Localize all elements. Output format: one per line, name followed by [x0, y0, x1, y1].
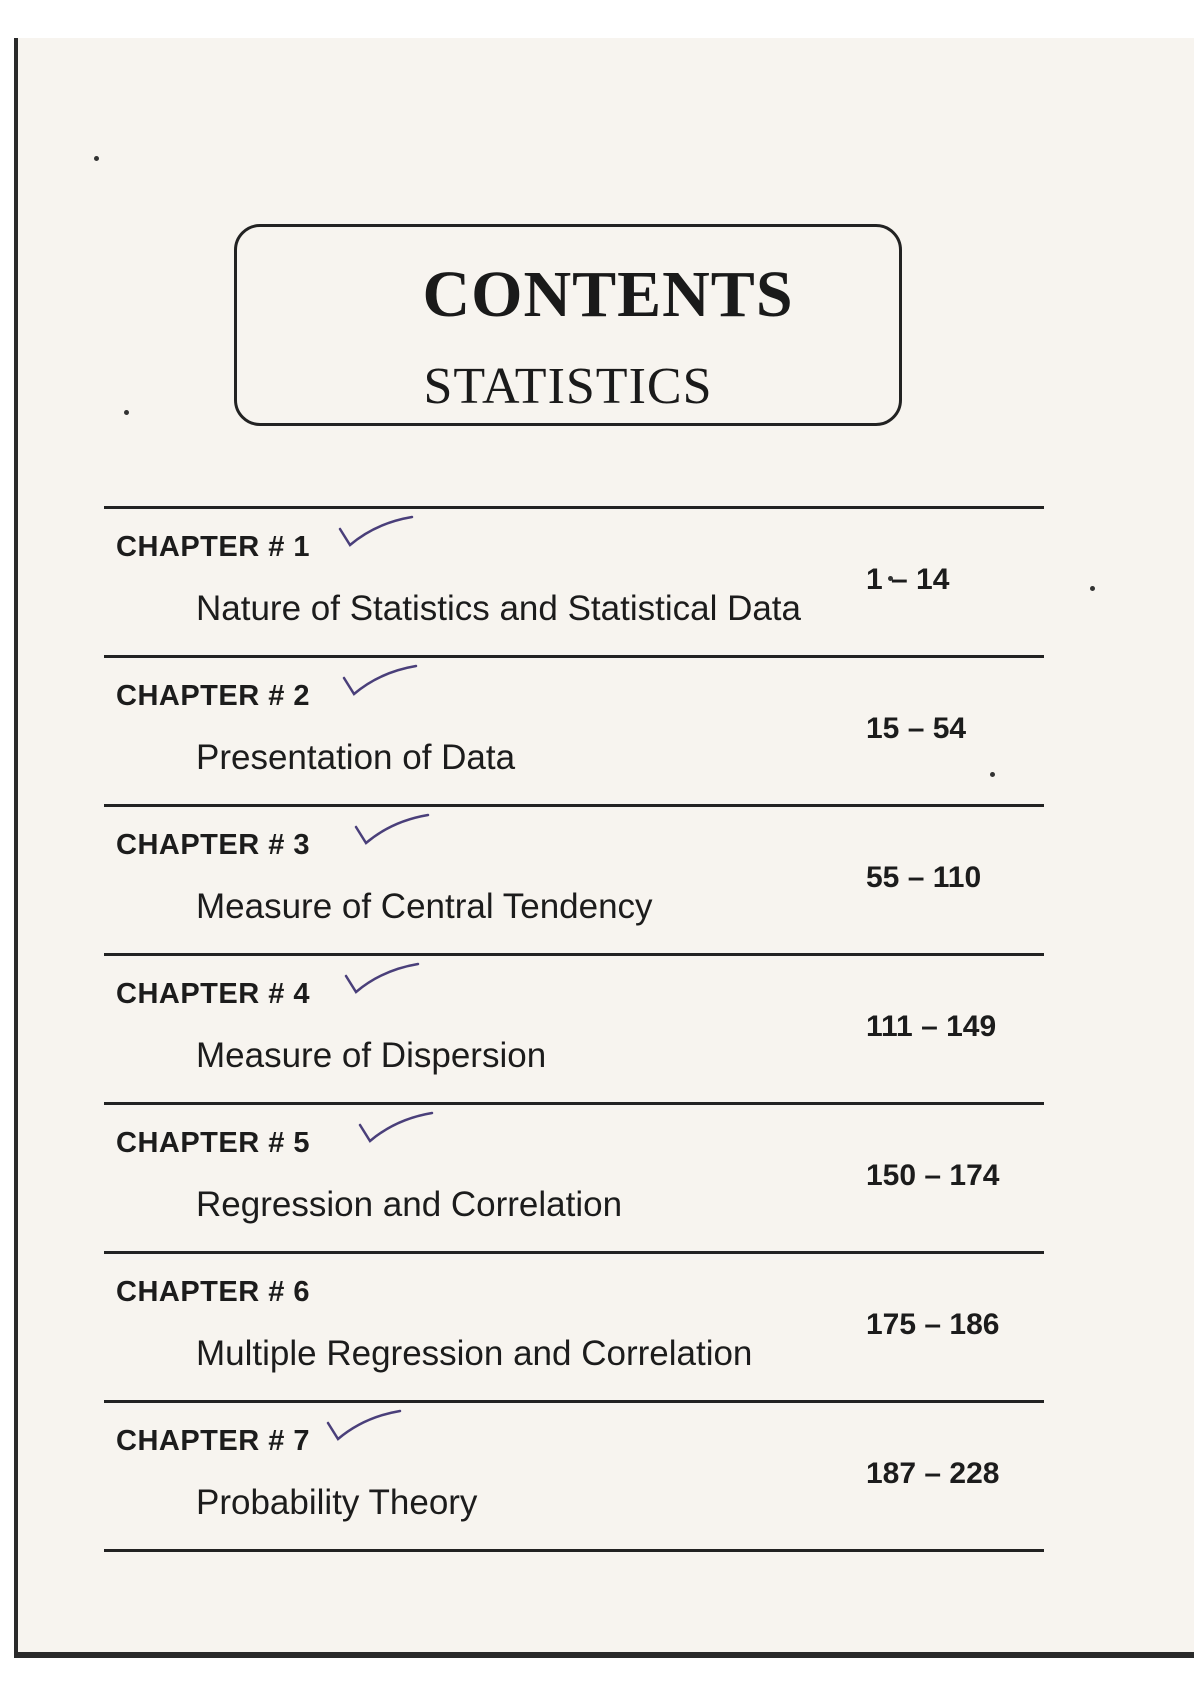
paper-speck	[124, 410, 129, 415]
chapter-number: CHAPTER # 1	[116, 531, 311, 563]
page-title: CONTENTS	[422, 258, 794, 331]
checkmark-icon	[324, 1409, 404, 1449]
toc-entry	[104, 1403, 1044, 1549]
toc-entry	[104, 807, 1044, 953]
page-range: 111 – 149	[866, 1010, 997, 1043]
toc-entry	[104, 1254, 1044, 1400]
chapter-number: CHAPTER # 2	[116, 680, 311, 712]
page-range: 15 – 54	[866, 712, 967, 745]
title-box	[234, 224, 902, 426]
subject-title: STATISTICS	[423, 358, 713, 415]
chapter-title: Probability Theory	[196, 1483, 478, 1522]
toc-entry	[104, 509, 1044, 655]
chapter-title: Measure of Dispersion	[196, 1036, 547, 1075]
chapter-title: Presentation of Data	[196, 738, 516, 777]
divider	[104, 1549, 1044, 1552]
checkmark-icon	[352, 813, 432, 853]
checkmark-icon	[340, 664, 420, 704]
checkmark-icon	[356, 1111, 436, 1151]
checkmark-icon	[342, 962, 422, 1002]
chapter-title: Nature of Statistics and Statistical Data	[196, 589, 801, 628]
paper-speck	[1090, 586, 1095, 591]
paper-speck	[94, 156, 99, 161]
chapter-number: CHAPTER # 7	[116, 1425, 311, 1457]
checkmark-icon	[336, 515, 416, 555]
chapter-number: CHAPTER # 3	[116, 829, 311, 861]
toc-entry	[104, 658, 1044, 804]
page-range: 1 – 14	[866, 563, 950, 596]
toc-entry	[104, 1105, 1044, 1251]
chapter-title: Multiple Regression and Correlation	[196, 1334, 753, 1373]
page-range: 150 – 174	[866, 1159, 1000, 1192]
document-page	[14, 38, 1194, 1658]
chapter-number: CHAPTER # 6	[116, 1276, 311, 1308]
chapter-title: Regression and Correlation	[196, 1185, 623, 1224]
toc-entry	[104, 956, 1044, 1102]
page-range: 175 – 186	[866, 1308, 1000, 1341]
chapter-number: CHAPTER # 4	[116, 978, 311, 1010]
page-range: 187 – 228	[866, 1457, 1000, 1490]
chapter-number: CHAPTER # 5	[116, 1127, 311, 1159]
table-of-contents	[104, 506, 1044, 1552]
chapter-title: Measure of Central Tendency	[196, 887, 653, 926]
page-range: 55 – 110	[866, 861, 982, 894]
